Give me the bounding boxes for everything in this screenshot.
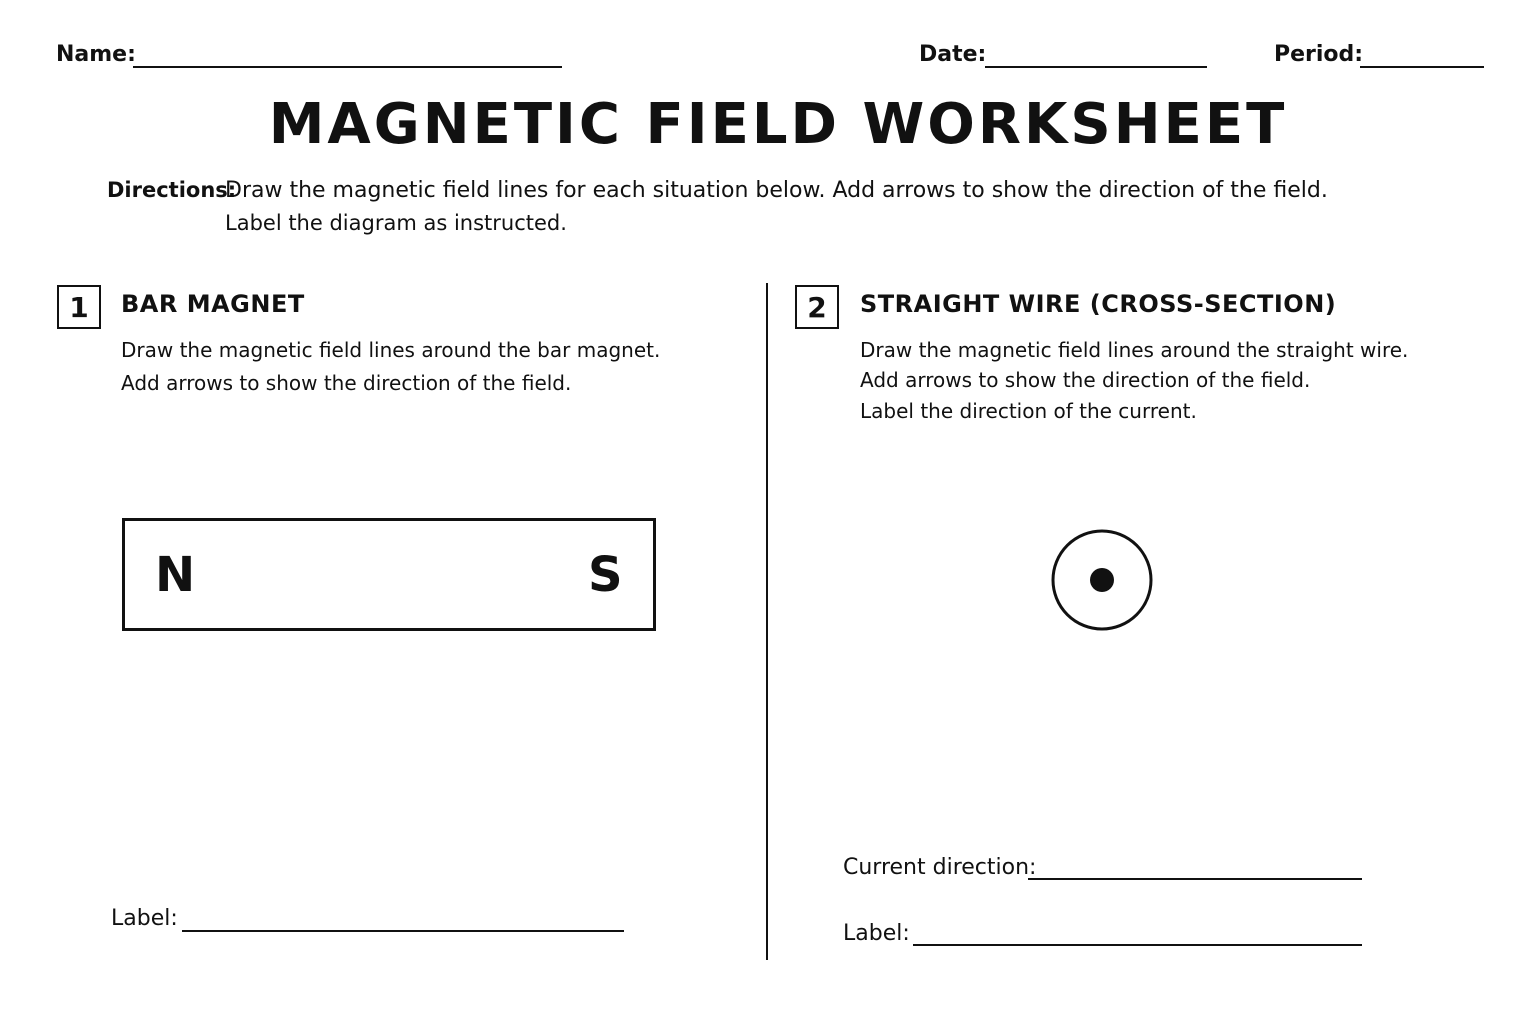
section-1-label-blank[interactable] — [182, 930, 624, 932]
name-label: Name: — [56, 42, 136, 67]
section-1-title: BAR MAGNET — [121, 290, 305, 318]
date-label: Date: — [919, 42, 987, 67]
directions-line-1: Draw the magnetic field lines for each situation below. Add arrows to show the direction of the field. — [225, 178, 1328, 203]
current-direction-blank[interactable] — [1028, 878, 1362, 880]
wire-dot — [1090, 568, 1114, 592]
section-divider — [766, 283, 768, 960]
section-2-title: STRAIGHT WIRE (CROSS-SECTION) — [860, 290, 1337, 318]
section-1-instruction-1: Draw the magnetic field lines around the bar magnet. — [121, 338, 661, 362]
period-label: Period: — [1274, 42, 1364, 67]
section-2-instruction-3: Label the direction of the current. — [860, 399, 1197, 423]
north-pole-label: N — [155, 547, 196, 603]
bar-magnet — [122, 518, 656, 631]
directions-label: Directions: — [107, 178, 237, 202]
name-blank[interactable] — [133, 66, 562, 68]
section-1-label-prompt: Label: — [111, 906, 178, 931]
section-2-label-prompt: Label: — [843, 921, 910, 946]
section-2-instruction-1: Draw the magnetic field lines around the straight wire. — [860, 338, 1409, 362]
section-2-label-blank[interactable] — [913, 944, 1362, 946]
current-out-of-page-icon — [1048, 526, 1156, 634]
section-2-number: 2 — [795, 285, 839, 329]
section-2-instruction-2: Add arrows to show the direction of the field. — [860, 368, 1311, 392]
period-blank[interactable] — [1360, 66, 1484, 68]
section-1-number: 1 — [57, 285, 101, 329]
section-1-instruction-2: Add arrows to show the direction of the field. — [121, 371, 572, 395]
south-pole-label: S — [588, 547, 623, 603]
directions-line-2: Label the diagram as instructed. — [225, 211, 567, 235]
current-direction-prompt: Current direction: — [843, 855, 1037, 880]
date-blank[interactable] — [985, 66, 1207, 68]
worksheet-title: MAGNETIC FIELD WORKSHEET — [268, 92, 1288, 157]
